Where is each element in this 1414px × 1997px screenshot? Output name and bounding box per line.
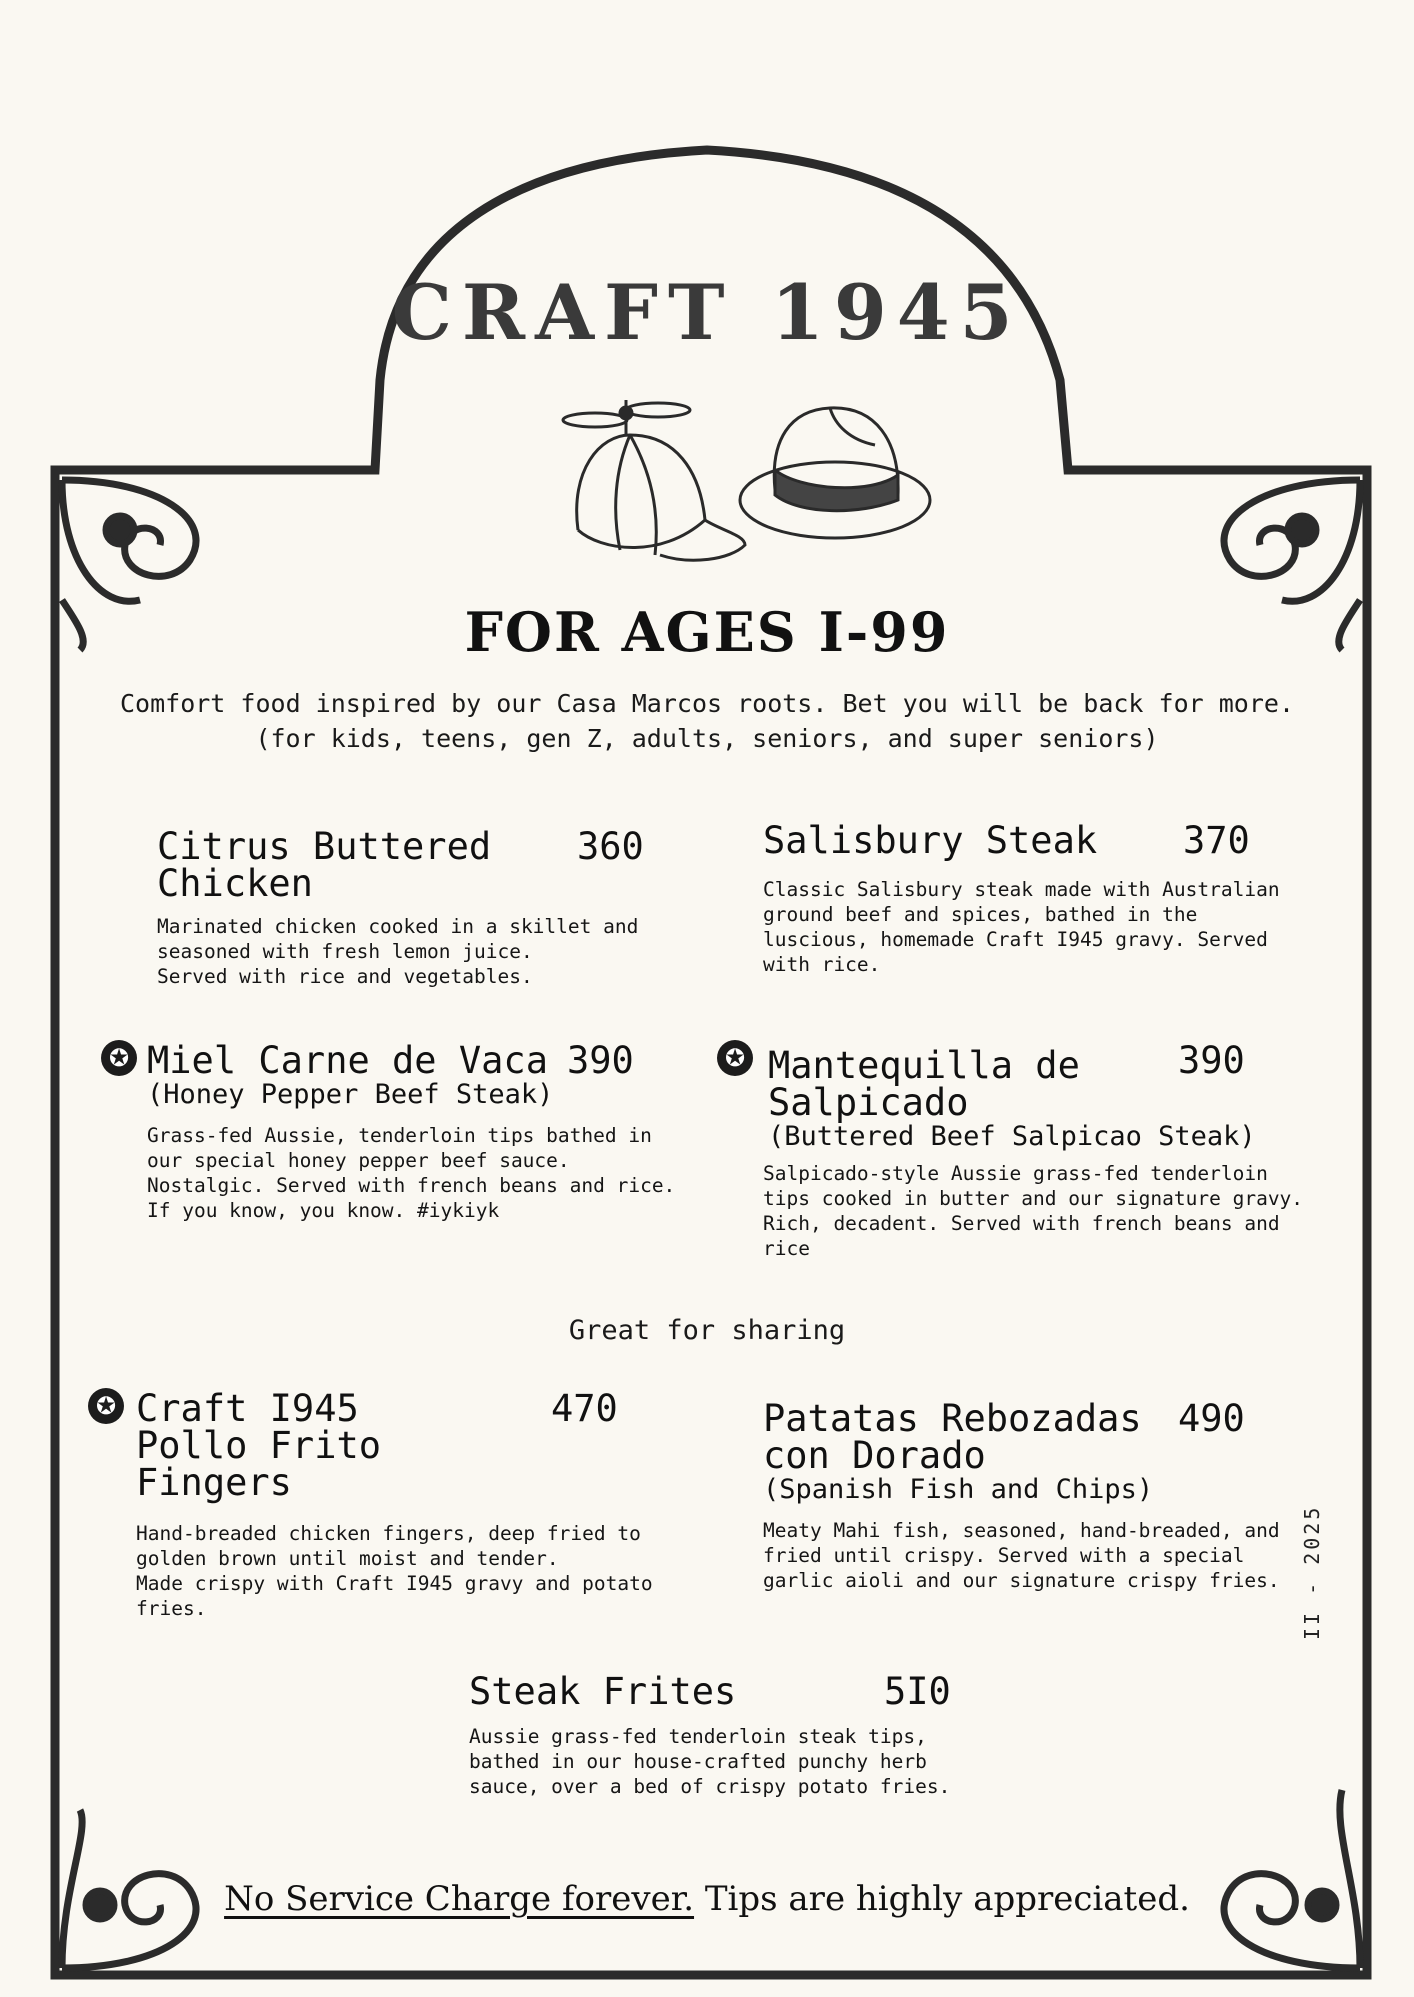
item-description-line: If you know, you know. #iykiyk [147, 1199, 500, 1222]
item-description [157, 914, 657, 989]
brand-title: CRAFT 1945 [391, 268, 1023, 357]
item-name-line-2: Pollo Frito [136, 1424, 382, 1467]
item-description-line: bathed in our house-crafted punchy herb [469, 1750, 927, 1773]
item-description-line: rice [763, 1237, 810, 1260]
date-stamp: II - 2025 [1300, 1504, 1324, 1640]
item-description-line: golden brown until moist and tender. [136, 1547, 559, 1570]
menu-item-steak-frites [469, 1670, 1029, 1799]
item-description-line: ground beef and spices, bathed in the [763, 903, 1198, 926]
item-name: Citrus Buttered [157, 825, 492, 868]
item-description-line: our special honey pepper beef sauce. [147, 1149, 570, 1172]
item-price: 360 [577, 825, 644, 868]
item-subtitle: (Buttered Beef Salpicao Steak) [768, 1121, 1256, 1152]
menu-item-craft-pollo-frito-fingers [136, 1387, 676, 1621]
item-description-line: sauce, over a bed of crispy potato fries. [469, 1775, 951, 1798]
item-description-line: fries. [136, 1597, 207, 1620]
item-description [469, 1724, 1029, 1799]
item-name: Craft I945 [136, 1387, 359, 1430]
item-description-line: Served with rice and vegetables. [157, 965, 533, 988]
tagline [0, 686, 1414, 756]
menu-item-salisbury-steak [763, 819, 1323, 977]
item-description-line: Grass-fed Aussie, tenderloin tips bathed in [147, 1124, 652, 1147]
star-badge-icon: ✪ [88, 1388, 124, 1424]
item-description [136, 1521, 676, 1621]
tagline-line-2: (for kids, teens, gen Z, adults, seniors, and super seniors) [255, 724, 1159, 753]
item-name-line-3: Fingers [136, 1461, 292, 1504]
item-name-line-2: Salpicado [768, 1081, 969, 1124]
item-description-line: Marinated chicken cooked in a skillet and [157, 915, 639, 938]
item-description-line: Meaty Mahi fish, seasoned, hand-breaded, and [763, 1519, 1280, 1542]
star-badge-icon: ✪ [717, 1040, 753, 1076]
item-name-line-2: Chicken [157, 862, 313, 905]
item-subtitle: (Spanish Fish and Chips) [763, 1474, 1154, 1505]
item-description [763, 1161, 1328, 1261]
item-price: 470 [551, 1387, 618, 1430]
section-label: Great for sharing [568, 1315, 846, 1346]
footer-note [0, 1879, 1414, 1919]
item-price: 5I0 [884, 1670, 951, 1713]
menu-item-citrus-buttered-chicken [157, 825, 657, 989]
tagline-line-1: Comfort food inspired by our Casa Marcos roots. Bet you will be back for more. [120, 689, 1294, 718]
item-name-line-2: con Dorado [763, 1434, 986, 1477]
item-description-line: luscious, homemade Craft I945 gravy. Served [763, 928, 1268, 951]
footer-emphasis: No Service Charge forever. [224, 1879, 695, 1919]
menu-item-miel-carne-de-vaca [147, 1039, 687, 1223]
item-price: 390 [1178, 1039, 1245, 1082]
menu-item-mantequilla-de-salpicado [763, 1039, 1328, 1261]
item-description-line: seasoned with fresh lemon juice. [157, 940, 533, 963]
item-description-line: Hand-breaded chicken fingers, deep fried to [136, 1522, 641, 1545]
fedora-hat-icon [740, 408, 930, 538]
footer-rest: Tips are highly appreciated. [704, 1879, 1190, 1919]
item-description-line: Nostalgic. Served with french beans and rice. [147, 1174, 676, 1197]
propeller-beanie-hat-icon [563, 400, 745, 560]
item-description-line: fried until crispy. Served with a special [763, 1544, 1245, 1567]
item-description [147, 1123, 687, 1223]
item-price: 490 [1178, 1397, 1245, 1440]
page-heading: FOR AGES I-99 [464, 600, 950, 664]
item-description-line: Aussie grass-fed tenderloin steak tips, [469, 1725, 927, 1748]
item-description [763, 877, 1323, 977]
item-name: Patatas Rebozadas [763, 1397, 1142, 1440]
item-name: Salisbury Steak [763, 819, 1098, 862]
item-description-line: garlic aioli and our signature crispy fries. [763, 1569, 1280, 1592]
item-description-line: Rich, decadent. Served with french beans and [763, 1212, 1280, 1235]
item-description-line: Salpicado-style Aussie grass-fed tenderloin [763, 1162, 1268, 1185]
item-price: 390 [567, 1039, 634, 1082]
item-description-line: with rice. [763, 953, 881, 976]
item-name: Mantequilla de [768, 1044, 1080, 1087]
item-description [763, 1518, 1323, 1593]
item-description-line: Made crispy with Craft I945 gravy and potato [136, 1572, 653, 1595]
item-price: 370 [1183, 819, 1250, 862]
menu-item-patatas-rebozadas [763, 1397, 1323, 1593]
item-subtitle: (Honey Pepper Beef Steak) [147, 1079, 554, 1110]
item-description-line: tips cooked in butter and our signature gravy. [763, 1187, 1304, 1210]
star-badge-icon: ✪ [101, 1040, 137, 1076]
item-name: Miel Carne de Vaca [147, 1039, 548, 1082]
item-description-line: Classic Salisbury steak made with Australian [763, 878, 1280, 901]
item-name: Steak Frites [469, 1670, 737, 1713]
